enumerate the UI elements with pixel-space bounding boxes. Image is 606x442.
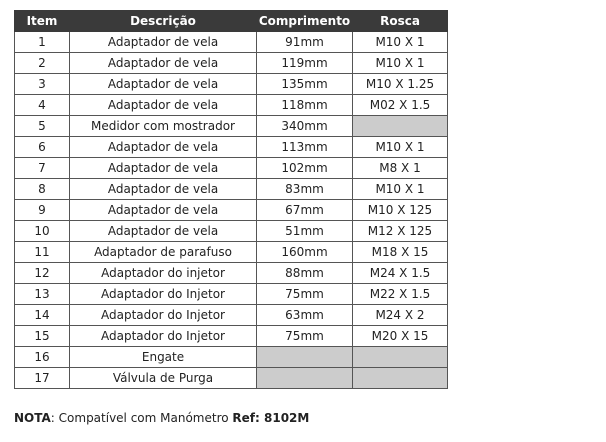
table-row	[15, 200, 448, 221]
header-length: Comprimento	[257, 11, 353, 32]
table-row	[15, 263, 448, 284]
parts-table	[14, 10, 448, 389]
table-row	[15, 221, 448, 242]
cell-length: 91mm	[257, 32, 353, 53]
table-row	[15, 95, 448, 116]
cell-description: Adaptador do Injetor	[70, 326, 257, 347]
cell-item: 15	[15, 326, 70, 347]
cell-description: Adaptador de vela	[70, 200, 257, 221]
cell-thread: M10 X 1	[353, 53, 448, 74]
table-row	[15, 326, 448, 347]
cell-description: Adaptador do injetor	[70, 263, 257, 284]
table-row	[15, 284, 448, 305]
cell-thread	[353, 116, 448, 137]
table-row	[15, 74, 448, 95]
cell-thread: M10 X 1	[353, 179, 448, 200]
note-label: NOTA	[14, 411, 51, 425]
cell-item: 16	[15, 347, 70, 368]
cell-item: 8	[15, 179, 70, 200]
table-row	[15, 305, 448, 326]
cell-description: Adaptador do Injetor	[70, 284, 257, 305]
cell-item: 10	[15, 221, 70, 242]
table-row	[15, 137, 448, 158]
header-thread: Rosca	[353, 11, 448, 32]
cell-item: 13	[15, 284, 70, 305]
cell-length: 118mm	[257, 95, 353, 116]
table-row	[15, 179, 448, 200]
table-row	[15, 158, 448, 179]
cell-description: Válvula de Purga	[70, 368, 257, 389]
cell-description: Adaptador de vela	[70, 53, 257, 74]
cell-length: 75mm	[257, 284, 353, 305]
cell-item: 2	[15, 53, 70, 74]
cell-item: 17	[15, 368, 70, 389]
cell-thread: M18 X 15	[353, 242, 448, 263]
cell-thread: M10 X 1	[353, 137, 448, 158]
cell-item: 9	[15, 200, 70, 221]
cell-thread: M24 X 1.5	[353, 263, 448, 284]
note	[14, 411, 309, 425]
cell-description: Adaptador de parafuso	[70, 242, 257, 263]
cell-length: 135mm	[257, 74, 353, 95]
cell-thread: M10 X 1	[353, 32, 448, 53]
table-row	[15, 347, 448, 368]
cell-thread: M22 X 1.5	[353, 284, 448, 305]
cell-length: 340mm	[257, 116, 353, 137]
cell-description: Medidor com mostrador	[70, 116, 257, 137]
cell-length: 119mm	[257, 53, 353, 74]
cell-length: 102mm	[257, 158, 353, 179]
cell-length: 83mm	[257, 179, 353, 200]
cell-length: 63mm	[257, 305, 353, 326]
table-row	[15, 242, 448, 263]
cell-length	[257, 347, 353, 368]
cell-item: 12	[15, 263, 70, 284]
header-description: Descrição	[70, 11, 257, 32]
cell-thread: M20 X 15	[353, 326, 448, 347]
table-row	[15, 32, 448, 53]
table-body	[15, 32, 448, 389]
cell-description: Engate	[70, 347, 257, 368]
cell-item: 6	[15, 137, 70, 158]
cell-description: Adaptador do Injetor	[70, 305, 257, 326]
cell-description: Adaptador de vela	[70, 32, 257, 53]
note-ref: Ref: 8102M	[232, 411, 310, 425]
table-row	[15, 53, 448, 74]
cell-thread: M10 X 125	[353, 200, 448, 221]
cell-item: 11	[15, 242, 70, 263]
cell-thread: M02 X 1.5	[353, 95, 448, 116]
cell-thread: M24 X 2	[353, 305, 448, 326]
cell-item: 14	[15, 305, 70, 326]
table-header-row	[15, 11, 448, 32]
cell-thread: M12 X 125	[353, 221, 448, 242]
cell-length: 67mm	[257, 200, 353, 221]
cell-item: 3	[15, 74, 70, 95]
cell-item: 4	[15, 95, 70, 116]
cell-thread: M10 X 1.25	[353, 74, 448, 95]
cell-description: Adaptador de vela	[70, 95, 257, 116]
cell-length: 113mm	[257, 137, 353, 158]
cell-item: 7	[15, 158, 70, 179]
table-row	[15, 116, 448, 137]
cell-length: 160mm	[257, 242, 353, 263]
cell-description: Adaptador de vela	[70, 137, 257, 158]
table-row	[15, 368, 448, 389]
cell-length: 88mm	[257, 263, 353, 284]
cell-description: Adaptador de vela	[70, 158, 257, 179]
cell-thread: M8 X 1	[353, 158, 448, 179]
cell-description: Adaptador de vela	[70, 221, 257, 242]
cell-length	[257, 368, 353, 389]
cell-length: 75mm	[257, 326, 353, 347]
cell-thread	[353, 368, 448, 389]
header-item: Item	[15, 11, 70, 32]
note-text: : Compatível com Manómetro	[50, 411, 233, 425]
cell-description: Adaptador de vela	[70, 179, 257, 200]
cell-item: 1	[15, 32, 70, 53]
cell-description: Adaptador de vela	[70, 74, 257, 95]
cell-thread	[353, 347, 448, 368]
cell-item: 5	[15, 116, 70, 137]
cell-length: 51mm	[257, 221, 353, 242]
